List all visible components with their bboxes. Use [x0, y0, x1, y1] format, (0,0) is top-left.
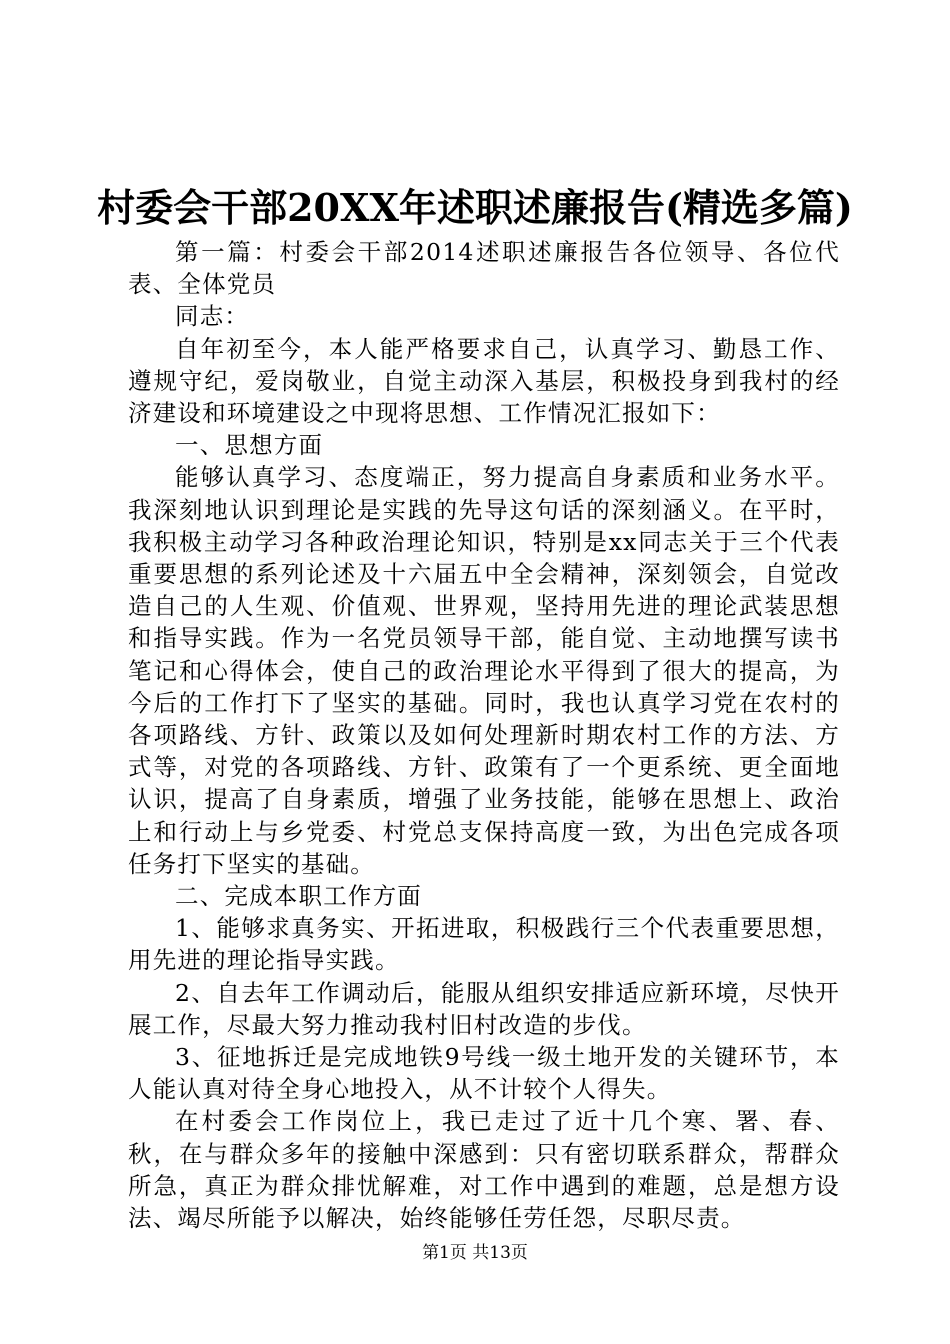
document-body — [128, 236, 840, 1234]
paragraph-item-2: 2、自去年工作调动后，能服从组织安排适应新环境，尽快开展工作，尽最大努力推动我村旧村改造的步伐。 — [128, 978, 840, 1039]
section-heading-duties: 二、完成本职工作方面 — [175, 882, 422, 911]
paragraph-thought: 能够认真学习、态度端正，努力提高自身素质和业务水平。我深刻地认识到理论是实践的先导这句话的深刻涵义。在平时，我积极主动学习各种政治理论知识，特别是xx同志关于三个代表重要思想的系列论述及十六届五中全会精神，深刻领会，自觉改造自己的人生观、价值观、世界观，坚持用先进的理论武装思想和指导实践。作为一名党员领导干部，能自觉、主动地撰写读书笔记和心得体会，使自己的政治理论水平得到了很大的提高，为今后的工作打下了坚实的基础。同时，我也认真学习党在农村的各项路线、方针、政策以及如何处理新时期农村工作的方法、方式等，对党的各项路线、方针、政策有了一个更系统、更全面地认识，提高了自身素质，增强了业务技能，能够在思想上、政治上和行动上与乡党委、村党总支保持高度一致，为出色完成各项任务打下坚实的基础。 — [128, 463, 840, 878]
paragraph-closing: 在村委会工作岗位上，我已走过了近十几个寒、署、春、秋，在与群众多年的接触中深感到：只有密切联系群众，帮群众所急，真正为群众排忧解难，对工作中遇到的难题，总是想方设法、竭尽所能予以解决，始终能够任劳任怨，尽职尽责。 — [128, 1107, 840, 1233]
section-heading-thought: 一、思想方面 — [175, 431, 324, 460]
paragraph-opening: 自年初至今，本人能严格要求自己，认真学习、勤恳工作、遵规守纪，爱岗敬业，自觉主动深入基层，积极投身到我村的经济建设和环境建设之中现将思想、工作情况汇报如下： — [128, 334, 840, 428]
document-title: 村委会干部20XX年述职述廉报告(精选多篇) — [97, 185, 853, 230]
paragraph-salutation: 同志： — [175, 302, 250, 331]
page-footer: 第1页 共13页 — [422, 1243, 528, 1263]
paragraph-item-3: 3、征地拆迁是完成地铁9号线一级土地开发的关键环节，本人能认真对待全身心地投入，从不计较个人得失。 — [128, 1043, 840, 1104]
paragraph-item-1: 1、能够求真务实、开拓进取，积极践行三个代表重要思想，用先进的理论指导实践。 — [128, 914, 840, 975]
paragraph-intro: 第一篇：村委会干部2014述职述廉报告各位领导、各位代表、全体党员 — [128, 238, 840, 299]
